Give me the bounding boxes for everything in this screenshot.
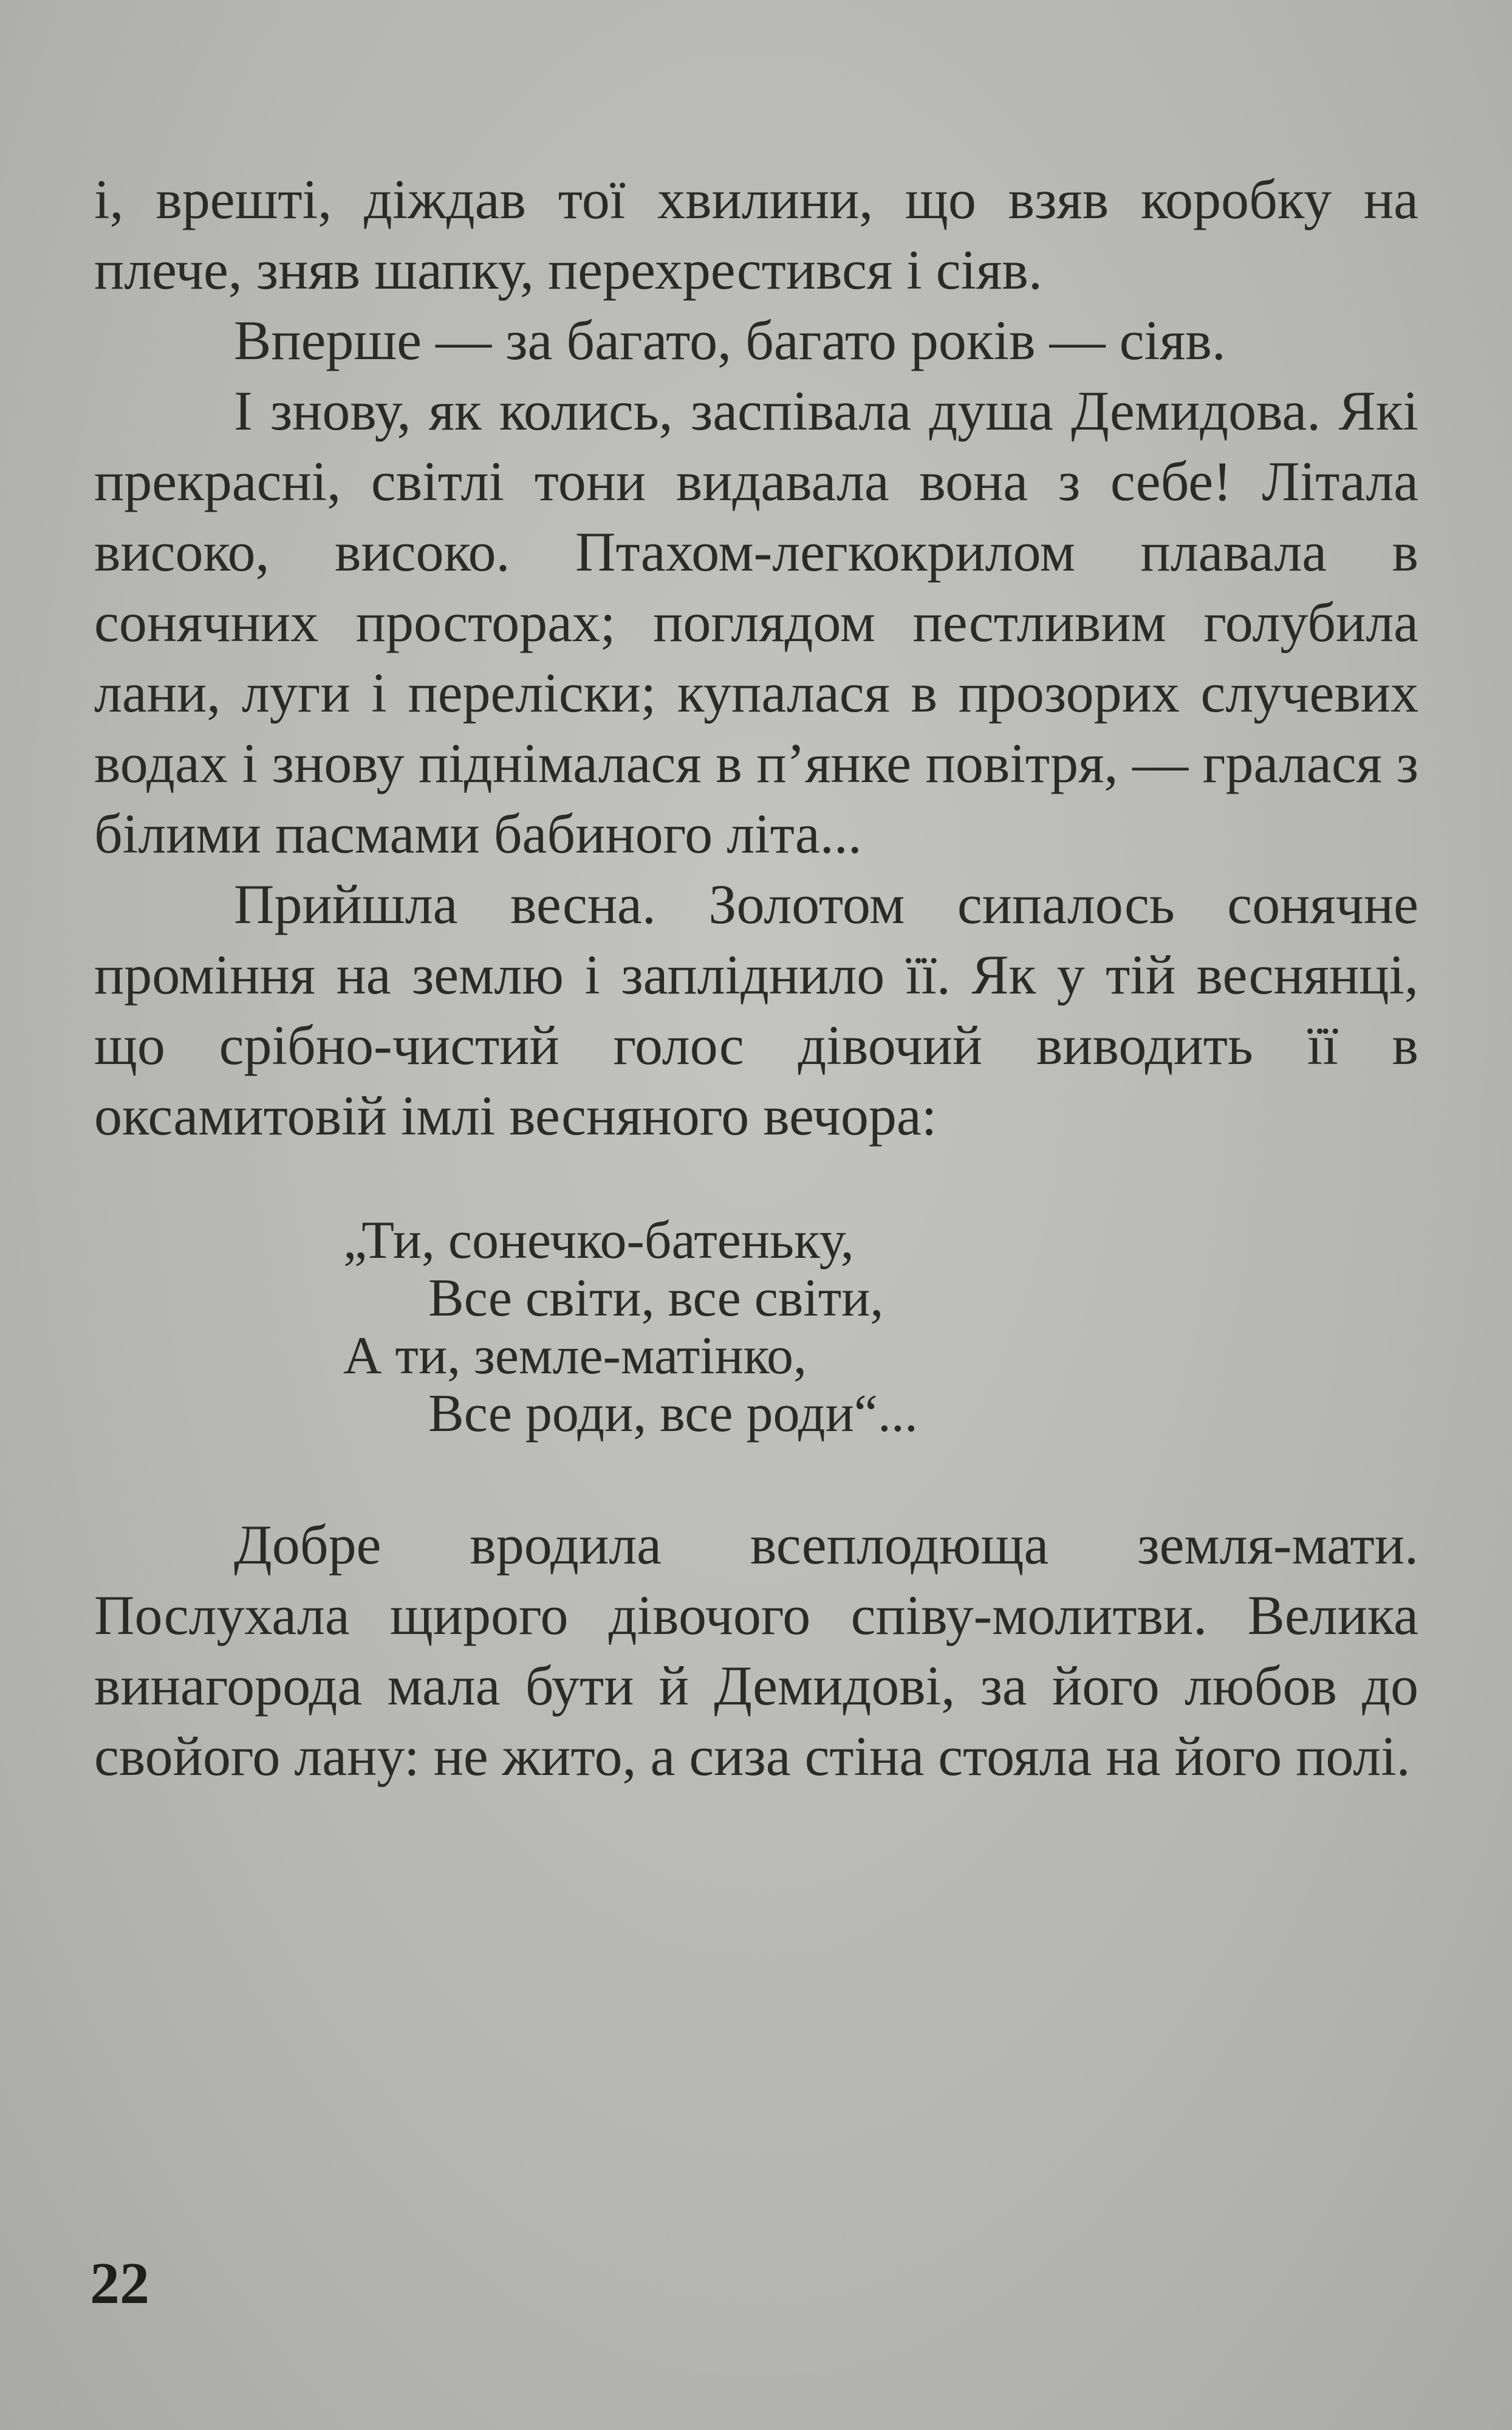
poem-line-1: „Ти, сонечко-батеньку, xyxy=(343,1211,854,1270)
paragraph-2: Вперше — за багато, багато років — сіяв. xyxy=(234,309,1226,371)
closing-paragraph: Добре вродила всеплодюща земля-мати. Послухала щирого дівочого співу-молитви. Велика винагорода мала бути й Демидові, за його любов до свойого лану: не жито, а сиза стіна стояла на його полі. xyxy=(94,1514,1418,1787)
paragraph-1: і, врешті, діждав тої хвилини, що взяв коробку на плече, зняв шапку, перехрестився і сіяв. xyxy=(94,168,1418,301)
paragraph-4: Прийшла весна. Золотом сипалось сонячне проміння на землю і запліднило її. Як у тій веснянці, що срібно-чистий голос дівочий виводить її в оксамитовій імлі весняного вечора: xyxy=(94,873,1418,1147)
page-number: 22 xyxy=(90,2251,149,2316)
paragraph-3: І знову, як колись, заспівала душа Демидова. Які прекрасні, світлі тони видавала вона з себе! Літала високо, високо. Птахом-легкокрилом плавала в сонячних просторах; поглядом пестливим голубила лани, луги і переліски; купалася в прозорих случевих водах і знову піднімалася в п’янке повітря, — гралася з білими пасмами бабиного літа... xyxy=(94,380,1418,865)
page-body xyxy=(94,164,1418,1791)
poem-line-2: Все світи, все світи, xyxy=(428,1269,884,1328)
poem-line-4: Все роди, все роди“... xyxy=(428,1384,918,1443)
poem-line-3: А ти, земле-матінко, xyxy=(343,1327,807,1385)
poem-quote xyxy=(343,1212,1418,1443)
